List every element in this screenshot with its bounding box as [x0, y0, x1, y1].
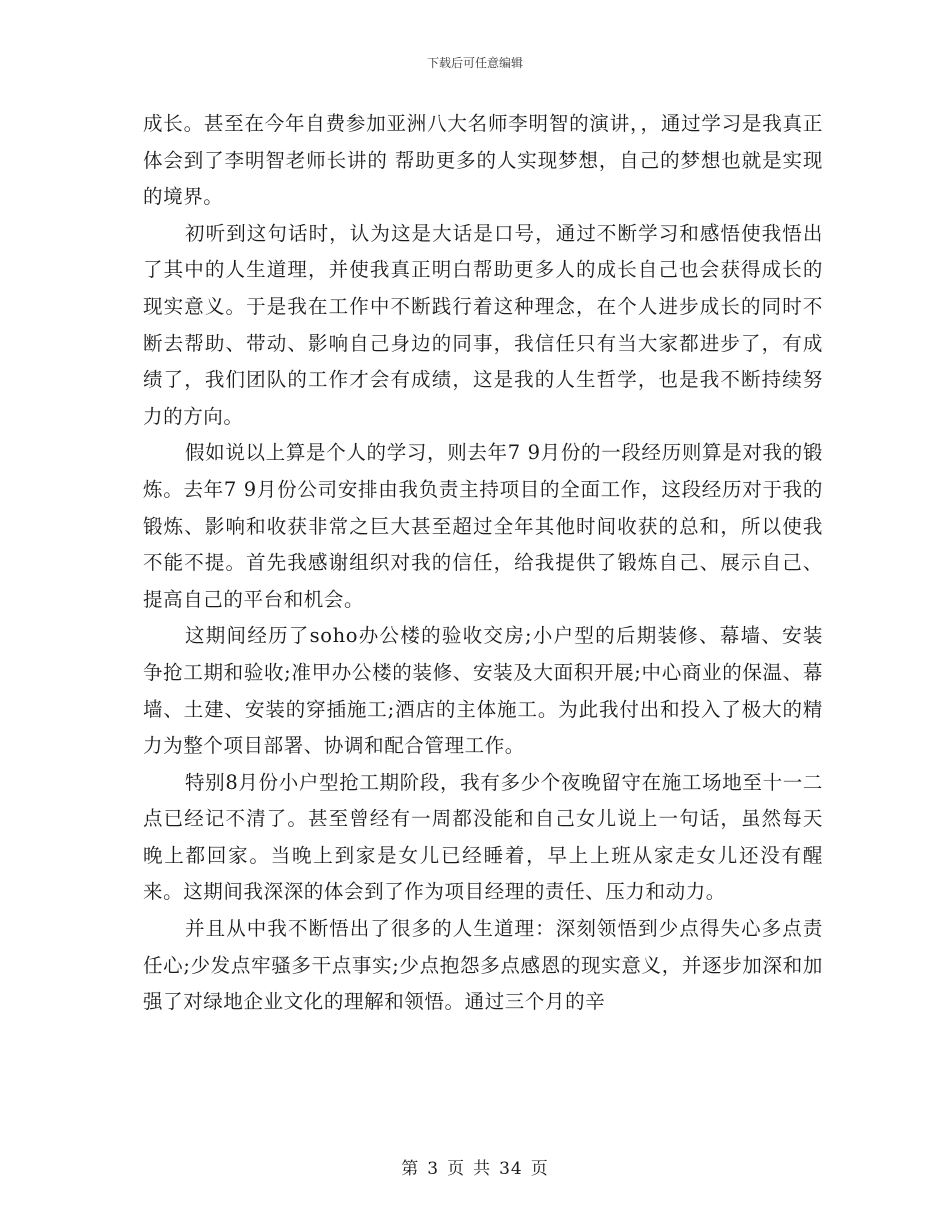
footer-total-pages: 34: [499, 1159, 523, 1179]
footer-label-unit-end: 页: [530, 1159, 549, 1179]
footer-label-page: 第: [401, 1159, 420, 1179]
paragraph-4: 这期间经历了soho办公楼的验收交房;小户型的后期装修、幕墙、安装争抢工期和验收;准甲办公楼的装修、安装及大面积开展;中心商业的保温、幕墙、土建、安装的穿插施工;酒店的主体施工。为此我付出和投入了极大的精力为整个项目部署、协调和配合管理工作。: [143, 624, 823, 758]
page-footer: [0, 1154, 950, 1179]
footer-label-total: 共: [473, 1159, 492, 1179]
footer-label-unit: 页: [447, 1159, 466, 1179]
paragraph-3: 假如说以上算是个人的学习，则去年7 9月份的一段经历则算是对我的锻炼。去年7 9月份公司安排由我负责主持项目的全面工作，这段经历对于我的锻炼、影响和收获非常之巨大甚至超过全年其他时间收获的总和，所以使我不能不提。首先我感谢组织对我的信任，给我提供了锻炼自己、展示自己、提高自己的平台和机会。: [143, 441, 823, 611]
document-body: [143, 106, 823, 1021]
paragraph-2: 初听到这句话时，认为这是大话是口号，通过不断学习和感悟使我悟出了其中的人生道理，并使我真正明白帮助更多人的成长自己也会获得成长的现实意义。于是我在工作中不断践行着这种理念，在个人进步成长的同时不断去帮助、带动、影响自己身边的同事，我信任只有当大家都进步了，有成绩了，我们团队的工作才会有成绩，这是我的人生哲学，也是我不断持续努力的方向。: [143, 221, 823, 428]
footer-current-page: 3: [427, 1159, 440, 1179]
paragraph-1: 成长。甚至在今年自费参加亚洲八大名师李明智的演讲，，通过学习是我真正体会到了李明智老师长讲的 帮助更多的人实现梦想，自己的梦想也就是实现 的境界。: [143, 112, 823, 209]
paragraph-5: 特别8月份小户型抢工期阶段，我有多少个夜晚留守在施工场地至十一二点已经记不清了。甚至曾经有一周都没能和自己女儿说上一句话，虽然每天晚上都回家。当晚上到家是女儿已经睡着，早上上班从家走女儿还没有醒来。这期间我深深的体会到了作为项目经理的责任、压力和动力。: [143, 770, 823, 904]
paragraph-6: 并且从中我不断悟出了很多的人生道理：深刻领悟到少点得失心多点责任心;少发点牢骚多干点事实;少点抱怨多点感恩的现实意义，并逐步加深和加强了对绿地企业文化的理解和领悟。通过三个月的辛: [143, 917, 823, 1014]
page-header: 下载后可任意编辑: [426, 56, 523, 70]
